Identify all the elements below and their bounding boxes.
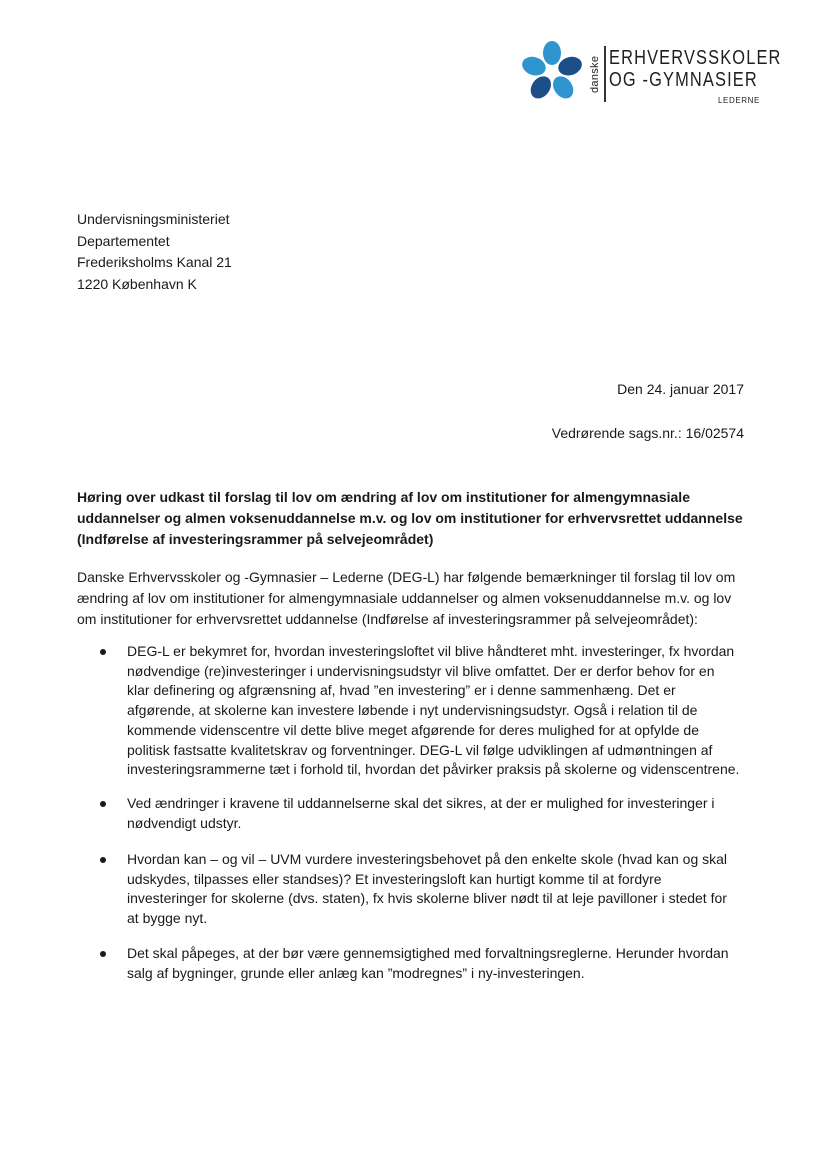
heading-line: uddannelser og almen voksenuddannelse m.v. og lov om institutioner for erhvervsrettet uddannelse (77, 510, 743, 526)
logo-subline: LEDERNE (718, 96, 760, 105)
list-item-text (127, 642, 739, 780)
bullet-line: DEG-L er bekymret for, hvordan investeringsloftet vil blive håndteret mht. investeringer, fx hvordan (127, 643, 735, 659)
letter-date: Den 24. januar 2017 (617, 381, 744, 397)
letter-heading (77, 487, 757, 550)
bullet-line: Det skal påpeges, at der bør være gennemsigtighed med forvaltningsreglerne. Herunder hvordan (127, 945, 729, 961)
list-item-text (127, 850, 727, 929)
bullet-line: nødvendige (re)investeringer i undervisningsudstyr vil blive omfattet. Der er derfor behov for en (127, 662, 715, 679)
logo-divider (604, 46, 606, 102)
address-line: Undervisningsministeriet (77, 211, 230, 227)
bullet-line: klar definering og afgrænsning af, hvad ”en investering” er i denne sammenhæng. Det er (127, 682, 676, 699)
heading-line: (Indførelse af investeringsrammer på selvejeområdet) (77, 531, 434, 547)
bullet-line: nødvendigt udstyr. (127, 814, 242, 831)
bullet-icon (100, 857, 106, 863)
address-line: 1220 København K (77, 275, 197, 292)
intro-paragraph (77, 567, 757, 630)
bullet-icon (100, 801, 106, 807)
recipient-address (77, 209, 232, 295)
logo-title-line2: OG -GYMNASIER (609, 69, 758, 91)
bullet-line: Hvordan kan – og vil – UVM vurdere investeringsbehovet på den enkelte skole (hvad kan og skal (127, 851, 728, 867)
bullet-line: salg af bygninger, grunde eller anlæg kan ”modregnes” i ny-investeringen. (127, 964, 585, 981)
intro-line: ændring af lov om institutioner for almengymnasiale uddannelser og almen voksenuddannelse m.v. og lov (77, 590, 732, 606)
bullet-line: investeringsrammerne tæt i forhold til, hvordan det påvirker praksis på skolerne og videnscentrene. (127, 761, 740, 778)
address-line: Frederiksholms Kanal 21 (77, 254, 232, 270)
bullet-line: afgørende, at skolerne kan investere løbende i nyt undervisningsudstyr. Også i relation til de (127, 702, 698, 719)
case-reference: Vedrørende sags.nr.: 16/02574 (551, 425, 744, 441)
intro-line: Danske Erhvervsskoler og -Gymnasier – Lederne (DEG-L) har følgende bemærkninger til forslag til lov om (77, 569, 736, 585)
list-item-text (127, 944, 729, 983)
heading-line: Høring over udkast til forslag til lov om ændring af lov om institutioner for almengymnasiale (77, 489, 690, 505)
bullet-icon (100, 649, 106, 655)
list-item-text (127, 794, 715, 833)
bullet-line: at bygge nyt. (127, 910, 208, 927)
bullet-line: investeringer for skolerne (dvs. staten), fx hvis skolerne bliver nødt til at leje pavilloner i stedet for (127, 890, 727, 907)
address-line: Departementet (77, 232, 170, 249)
bullet-line: politisk fastsatte kvalitetskrav og forventninger. DEG-L vil følge udviklingen af udmøntningen af (127, 741, 713, 758)
bullet-line: udskydes, tilpasses eller standses)? Et investeringsloft kan hurtigt komme til at fordyre (127, 870, 662, 887)
bullet-line: Ved ændringer i kravene til uddannelserne skal det sikres, at der er mulighed for investeringer i (127, 795, 715, 811)
bullet-icon (100, 951, 106, 957)
bullet-line: kommende videnscentre vil dette blive meget afgørende for deres mulighed for at opfylde de (127, 721, 699, 738)
logo-title-line1: ERHVERVSSKOLER (609, 47, 782, 69)
logo-side-text: danske (589, 55, 601, 93)
intro-line: om institutioner for erhvervsrettet uddannelse (Indførelse af investeringsrammer på selvejeområdet): (77, 611, 698, 627)
flower-logo-icon (520, 40, 584, 104)
